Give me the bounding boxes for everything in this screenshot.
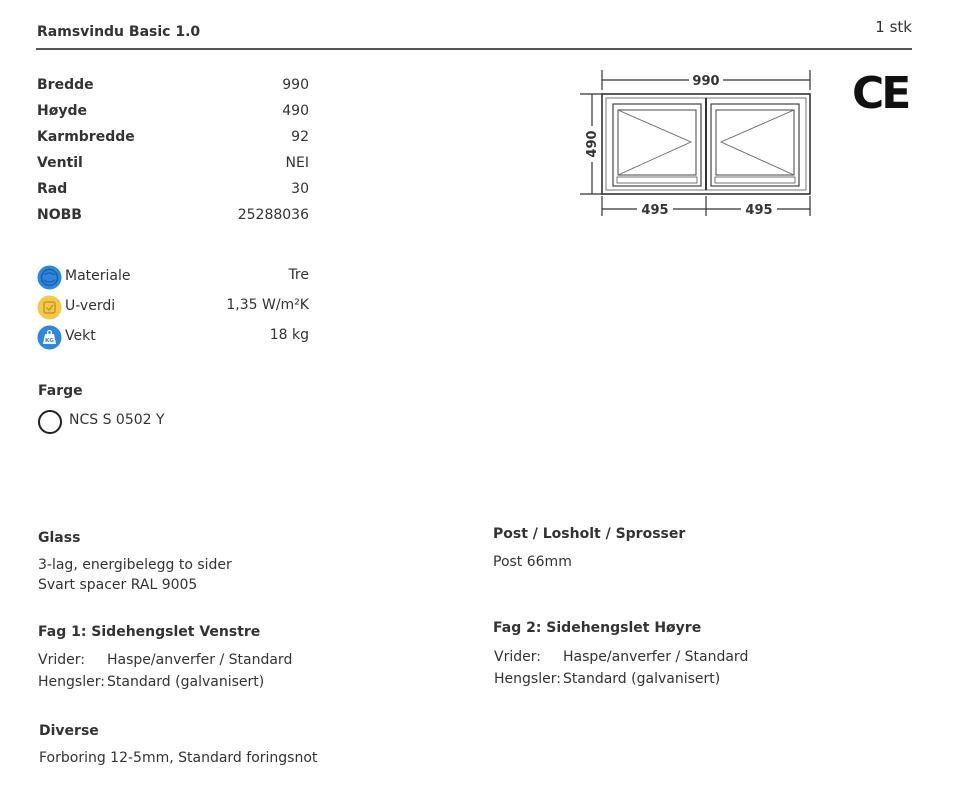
diverse-text: Forboring 12-5mm, Standard foringsnot (39, 750, 318, 766)
fag1-vrider-value: Haspe/anverfer / Standard (107, 652, 293, 668)
weight-badge-text: KG (45, 338, 54, 344)
property-value: 1,35 W/m²K (226, 297, 309, 313)
fag1-hengsler-row (38, 674, 264, 690)
post-text: Post 66mm (493, 554, 572, 570)
spec-value: 490 (282, 103, 309, 119)
ce-mark-icon: CE (852, 68, 909, 119)
color-swatch-icon (38, 410, 62, 434)
fag1-vrider-label: Vrider: (38, 652, 85, 668)
property-row-vekt (37, 325, 309, 351)
property-row-u-verdi (37, 295, 309, 321)
glass-heading: Glass (38, 530, 81, 546)
dim-height: 490 (585, 130, 600, 158)
spec-row-hoyde (37, 103, 309, 125)
color-heading: Farge (38, 383, 83, 399)
product-title: Ramsvindu Basic 1.0 (37, 24, 201, 40)
spec-row-bredde (37, 77, 309, 99)
property-value: Tre (288, 267, 309, 283)
spec-row-karmbredde (37, 129, 309, 151)
dim-right-width: 495 (745, 203, 773, 218)
window-drawing (575, 64, 820, 224)
dim-total-width: 990 (692, 74, 720, 89)
fag1-hengsler-label: Hengsler: (38, 674, 105, 690)
fag2-vrider-value: Haspe/anverfer / Standard (563, 649, 749, 665)
property-label: U-verdi (65, 298, 116, 314)
fag1-vrider-row (38, 652, 292, 668)
property-value: 18 kg (269, 327, 309, 343)
diverse-heading: Diverse (39, 723, 99, 739)
header-divider (36, 48, 912, 50)
quantity-label: 1 stk (875, 18, 912, 36)
spec-label: Høyde (37, 103, 87, 119)
weight-icon (37, 325, 62, 350)
dim-left-width: 495 (641, 203, 669, 218)
spec-label: NOBB (37, 207, 82, 223)
spec-row-nobb (37, 207, 309, 229)
spec-label: Ventil (37, 155, 83, 171)
spec-row-ventil (37, 155, 309, 177)
fag2-vrider-label: Vrider: (494, 649, 541, 665)
spec-value: 30 (291, 181, 309, 197)
property-row-materiale (37, 265, 309, 291)
property-label: Materiale (65, 268, 131, 284)
spec-value: 92 (291, 129, 309, 145)
spec-value: 990 (282, 77, 309, 93)
spec-label: Rad (37, 181, 68, 197)
fag2-vrider-row (494, 649, 748, 665)
fag1-hengsler-value: Standard (galvanisert) (107, 674, 265, 690)
material-icon (37, 265, 62, 290)
spec-value: 25288036 (237, 207, 309, 223)
post-heading: Post / Losholt / Sprosser (493, 526, 686, 542)
color-value: NCS S 0502 Y (69, 412, 165, 428)
fag2-hengsler-row (494, 671, 720, 687)
spec-label: Bredde (37, 77, 94, 93)
fag2-hengsler-value: Standard (galvanisert) (563, 671, 721, 687)
spec-row-rad (37, 181, 309, 203)
glass-line-2: Svart spacer RAL 9005 (38, 577, 198, 593)
fag2-hengsler-label: Hengsler: (494, 671, 561, 687)
u-value-icon (37, 295, 62, 320)
fag2-heading: Fag 2: Sidehengslet Høyre (493, 620, 702, 636)
property-label: Vekt (65, 328, 96, 344)
glass-line-1: 3-lag, energibelegg to sider (38, 557, 232, 573)
fag1-heading: Fag 1: Sidehengslet Venstre (38, 624, 261, 640)
spec-label: Karmbredde (37, 129, 135, 145)
spec-value: NEI (285, 155, 309, 171)
